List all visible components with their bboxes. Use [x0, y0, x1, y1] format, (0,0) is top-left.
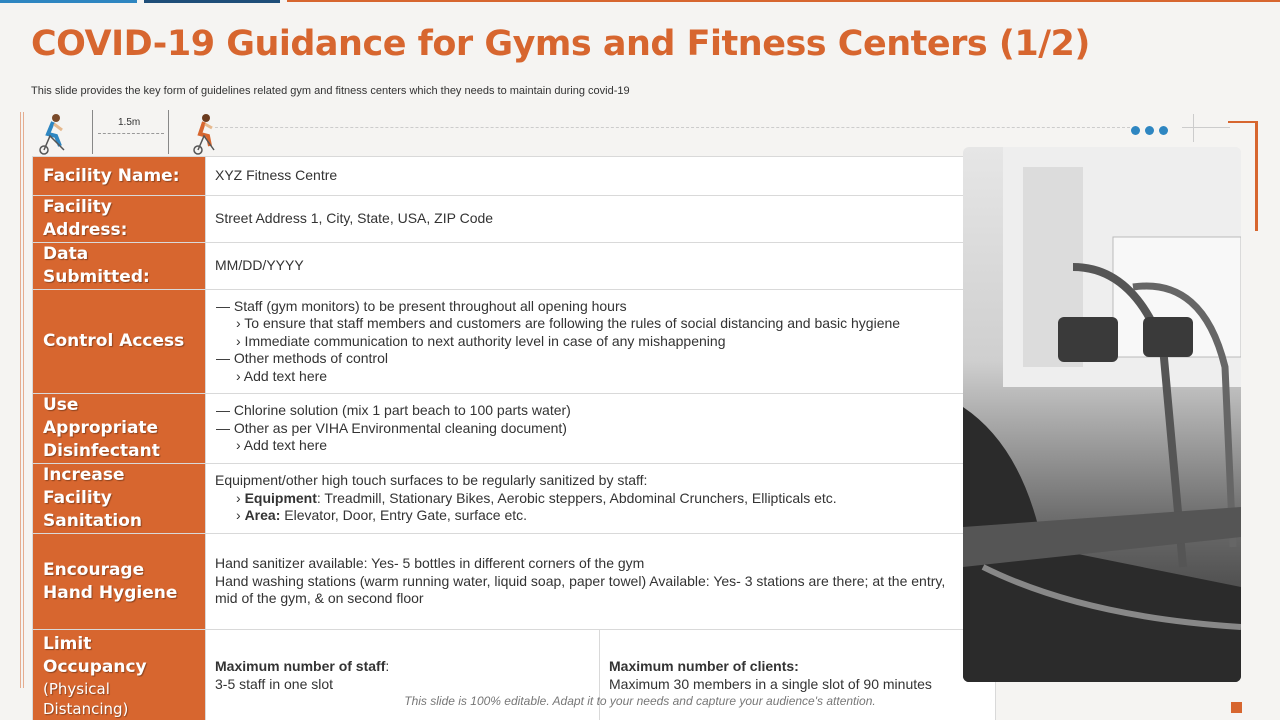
row-value-facility-address: Street Address 1, City, State, USA, ZIP Code	[206, 196, 996, 243]
row-value-control-access	[206, 290, 996, 394]
table-row	[33, 157, 996, 196]
row-label-sanitation: Increase Facility Sanitation	[33, 464, 206, 534]
row-label-control-access: Control Access	[33, 290, 206, 394]
table-row	[33, 394, 996, 464]
top-accent-bar-orange	[287, 0, 1280, 2]
staff-colon: :	[385, 658, 390, 674]
table-row	[33, 196, 996, 243]
list-item: Hand washing stations (warm running water, liquid soap, paper towel) Available: Yes- 3 stations are there; at the entry, mid of the gym, & on second floor	[215, 572, 946, 607]
dot-icon	[1159, 126, 1168, 135]
row-label-disinfectant: Use Appropriate Disinfectant	[33, 394, 206, 464]
dot-icon	[1131, 126, 1140, 135]
crosshair-vertical	[1193, 114, 1194, 142]
list-item: — Other as per VIHA Environmental cleaning document)	[216, 419, 567, 436]
row-label-facility-name: Facility Name:	[33, 157, 206, 196]
guidance-table	[32, 156, 996, 720]
cyclist-icon	[36, 112, 72, 156]
top-accent-bar-navy	[144, 0, 280, 3]
list-item: › Add text here	[236, 367, 328, 384]
distance-label: 1.5m	[118, 117, 141, 128]
table-row	[33, 243, 996, 290]
list-item: › Add text here	[236, 437, 328, 454]
row-value-disinfectant	[206, 394, 996, 464]
treadmill-illustration	[963, 147, 1241, 682]
row-label-hand-hygiene: Encourage Hand Hygiene	[33, 534, 206, 630]
row-value-facility-name: XYZ Fitness Centre	[206, 157, 996, 196]
dots-ornament	[1131, 122, 1173, 140]
list-item	[215, 658, 565, 676]
equipment-key: Equipment	[244, 489, 317, 506]
row-label-facility-address: Facility Address:	[33, 196, 206, 243]
table-row	[33, 534, 996, 630]
row-value-hand-hygiene	[206, 534, 996, 630]
list-item: Maximum number of clients:	[609, 658, 799, 674]
footer-note: This slide is 100% editable. Adapt it to your needs and capture your audience's attention.	[404, 694, 876, 708]
puzzle-icon	[1231, 702, 1242, 713]
distance-arrow	[98, 133, 164, 134]
page-title: COVID-19 Guidance for Gyms and Fitness Centers (1/2)	[31, 24, 1090, 64]
list-item: › Immediate communication to next authority level in case of any mishappening	[236, 332, 726, 349]
crosshair-horizontal	[1182, 127, 1230, 128]
top-accent-bar-blue	[0, 0, 137, 3]
list-item: — Staff (gym monitors) to be present throughout all opening hours	[216, 297, 627, 314]
occupancy-label: Limit Occupancy	[43, 633, 147, 677]
list-item: Hand sanitizer available: Yes- 5 bottles in different corners of the gym	[215, 555, 645, 572]
list-item: › To ensure that staff members and customers are following the rules of social distancing and basic hygiene	[236, 315, 901, 332]
table-row	[33, 464, 996, 534]
area-value: Elevator, Door, Entry Gate, surface etc.	[280, 507, 528, 524]
list-item: — Other methods of control	[216, 350, 388, 367]
gym-photo	[963, 147, 1241, 682]
dot-icon	[1145, 126, 1154, 135]
footer-icons	[1231, 700, 1280, 720]
list-item: 3-5 staff in one slot	[215, 675, 334, 692]
list-item: — Chlorine solution (mix 1 part beach to 100 parts water)	[216, 402, 571, 419]
list-item: Equipment/other high touch surfaces to be regularly sanitized by staff:	[215, 472, 648, 489]
right-accent-bar	[1255, 121, 1258, 231]
list-item: › Equipment: Treadmill, Stationary Bikes, Aerobic steppers, Abdominal Crunchers, Ellipticals etc.	[236, 489, 837, 506]
left-decorative-border	[20, 112, 24, 688]
occupancy-sublabel: (Physical Distancing)	[43, 679, 129, 718]
row-value-data-submitted: MM/DD/YYYY	[206, 243, 996, 290]
right-accent-bar-top	[1228, 121, 1257, 123]
row-label-data-submitted: Data Submitted:	[33, 243, 206, 290]
area-key: Area:	[244, 507, 281, 524]
table-row	[33, 290, 996, 394]
page-subtitle: This slide provides the key form of guidelines related gym and fitness centers which they needs to maintain during covid-19	[31, 85, 630, 97]
staff-key: Maximum number of staff	[215, 658, 386, 674]
equipment-value: : Treadmill, Stationary Bikes, Aerobic steppers, Abdominal Crunchers, Ellipticals etc.	[316, 489, 837, 506]
list-item: › Area: Elevator, Door, Entry Gate, surface etc.	[236, 507, 528, 524]
dashed-divider	[215, 127, 1130, 128]
row-value-sanitation	[206, 464, 996, 534]
list-item: Maximum 30 members in a single slot of 90 minutes	[609, 675, 932, 692]
cyclist-woman-icon	[188, 112, 224, 156]
